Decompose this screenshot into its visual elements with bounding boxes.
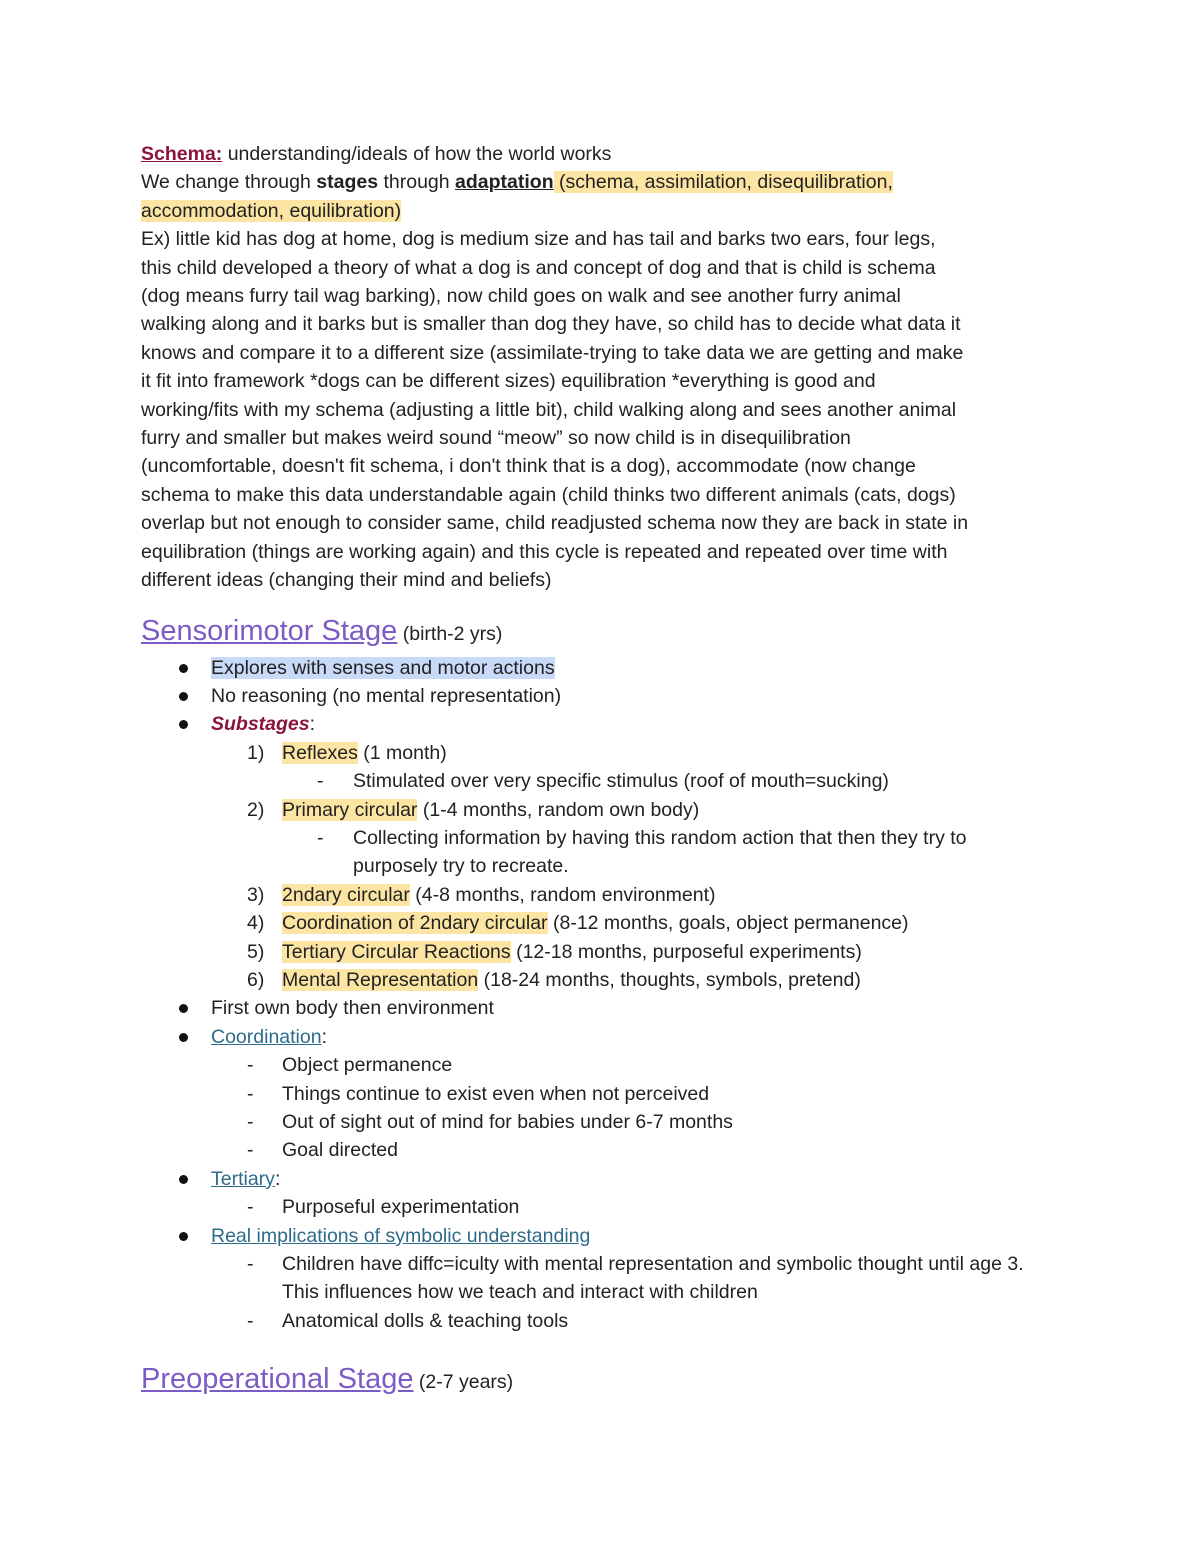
item-text: Out of sight out of mind for babies under 6-7 months xyxy=(282,1111,733,1133)
bullet-icon xyxy=(179,664,188,673)
paragraph-line: equilibration (things are working again) and this cycle is repeated and repeated over time with xyxy=(141,540,948,563)
text-span: We change through xyxy=(141,171,317,194)
bullet-text: No reasoning (no mental representation) xyxy=(211,684,562,707)
substage-note xyxy=(141,767,1071,795)
text-span: through xyxy=(378,171,456,194)
highlighted-text: accommodation, equilibration) xyxy=(141,199,402,222)
substage-item xyxy=(141,909,1071,937)
substage-name: Mental Representation xyxy=(282,968,479,991)
substage-number: 4) xyxy=(247,912,265,935)
note-text: Stimulated over very specific stimulus (roof of mouth=sucking) xyxy=(353,770,889,793)
bullet-text: First own body then environment xyxy=(211,997,494,1020)
paragraph-line: knows and compare it to a different size (assimilate-trying to take data we are getting and make xyxy=(141,341,964,364)
bullet-item xyxy=(141,682,1071,710)
bullet-icon xyxy=(179,1232,188,1241)
paragraph-line: schema to make this data understandable again (child thinks two different animals (cats, dogs) xyxy=(141,483,956,506)
item-text: Things continue to exist even when not perceived xyxy=(282,1082,710,1105)
paragraph-line: Ex) little kid has dog at home, dog is medium size and has tail and barks two ears, four legs, xyxy=(141,228,936,251)
dash-marker: - xyxy=(317,770,324,793)
document-body xyxy=(141,140,1071,1402)
highlighted-text: Explores with senses and motor actions xyxy=(211,656,555,679)
item-text: Children have diffc=iculty with mental representation and symbolic thought until age 3. This influences how we teach and interact with children xyxy=(282,1253,1024,1304)
bullet-icon xyxy=(179,1004,188,1013)
dash-marker: - xyxy=(247,1054,254,1077)
substage-name: Tertiary Circular Reactions xyxy=(282,940,511,963)
substages-label: Substages xyxy=(211,713,310,736)
bullet-item xyxy=(141,1222,1071,1250)
paragraph-line: furry and smaller but makes weird sound “meow” so now child is in disequilibration xyxy=(141,427,851,450)
paragraph-line: (uncomfortable, doesn't fit schema, i don't think that is a dog), accommodate (now change xyxy=(141,455,916,478)
adaptation-line xyxy=(141,168,1071,196)
symbolic-understanding-link[interactable]: Real implications of symbolic understanding xyxy=(211,1224,591,1247)
substage-item xyxy=(141,739,1071,767)
paragraph-line: different ideas (changing their mind and beliefs) xyxy=(141,569,552,592)
bullet-item xyxy=(141,1023,1071,1051)
substage-detail: (8-12 months, goals, object permanence) xyxy=(547,912,909,935)
item-text: Goal directed xyxy=(282,1139,398,1162)
bullet-icon xyxy=(179,1033,188,1042)
heading-range: (birth-2 yrs) xyxy=(397,622,503,645)
bullet-icon xyxy=(179,1175,188,1184)
substage-number: 5) xyxy=(247,940,265,963)
list-item xyxy=(141,1080,1071,1108)
dash-marker: - xyxy=(247,1196,254,1219)
note-text: Collecting information by having this random action that then they try to purposely try to recreate. xyxy=(353,826,967,878)
dash-marker: - xyxy=(247,1111,254,1133)
dash-marker: - xyxy=(317,826,324,849)
substage-item xyxy=(141,938,1071,966)
substage-number: 3) xyxy=(247,883,265,906)
text-span: : xyxy=(274,1167,281,1190)
substage-name: Coordination of 2ndary circular xyxy=(282,912,548,935)
schema-text: understanding/ideals of how the world works xyxy=(222,143,612,165)
paragraph-line: this child developed a theory of what a dog is and concept of dog and that is child is schema xyxy=(141,256,936,279)
list-item xyxy=(141,1051,1071,1079)
heading-title[interactable]: Sensorimotor Stage xyxy=(141,614,398,647)
item-text: Object permanence xyxy=(282,1054,453,1077)
substage-name: Primary circular xyxy=(282,798,418,821)
heading-range: (2-7 years) xyxy=(413,1371,514,1394)
text-span: : xyxy=(309,713,316,736)
dash-marker: - xyxy=(247,1082,254,1105)
dash-marker: - xyxy=(247,1139,254,1162)
schema-definition xyxy=(141,140,1071,168)
bullet-icon xyxy=(179,692,188,701)
list-item xyxy=(141,1193,1071,1221)
substage-item xyxy=(141,966,1071,994)
bullet-item xyxy=(141,994,1071,1022)
paragraph-line: working/fits with my schema (adjusting a little bit), child walking along and sees another animal xyxy=(141,398,957,421)
substage-detail: (12-18 months, purposeful experiments) xyxy=(510,940,862,963)
text-span: : xyxy=(321,1025,327,1048)
sensorimotor-heading xyxy=(141,611,1071,654)
list-item xyxy=(141,1250,1071,1307)
substage-item xyxy=(141,881,1071,909)
heading-title[interactable]: Preoperational Stage xyxy=(141,1363,414,1396)
substage-number: 6) xyxy=(247,968,265,991)
dash-marker: - xyxy=(247,1253,254,1276)
coordination-link[interactable]: Coordination xyxy=(211,1025,322,1048)
bullet-item xyxy=(141,1165,1071,1193)
list-item xyxy=(141,1136,1071,1164)
substage-number: 1) xyxy=(247,741,265,764)
list-item xyxy=(141,1307,1071,1335)
example-paragraph xyxy=(141,225,1071,594)
tertiary-link[interactable]: Tertiary xyxy=(211,1167,275,1190)
substage-note xyxy=(141,824,1071,881)
bullet-item xyxy=(141,710,1071,738)
schema-label: Schema: xyxy=(141,143,223,165)
stages-term: stages xyxy=(316,171,379,194)
item-text: Anatomical dolls & teaching tools xyxy=(282,1309,569,1332)
adaptation-term: adaptation xyxy=(455,171,554,194)
substage-detail: (4-8 months, random environment) xyxy=(409,883,716,906)
highlighted-text: (schema, assimilation, disequilibration, xyxy=(553,171,893,194)
substage-name: 2ndary circular xyxy=(282,883,410,906)
substage-detail: (1 month) xyxy=(357,741,447,764)
paragraph-line: walking along and it barks but is smaller than dog they have, so child has to decide what data it xyxy=(141,313,961,336)
substage-number: 2) xyxy=(247,798,265,821)
dash-marker: - xyxy=(247,1309,254,1332)
substage-item xyxy=(141,796,1071,824)
substage-name: Reflexes xyxy=(282,741,358,764)
paragraph-line: overlap but not enough to consider same, child readjusted schema now they are back in state in xyxy=(141,512,969,535)
adaptation-line-cont xyxy=(141,197,1071,225)
paragraph-line: it fit into framework *dogs can be different sizes) equilibration *everything is good and xyxy=(141,370,876,393)
bullet-icon xyxy=(179,720,188,729)
substage-detail: (18-24 months, thoughts, symbols, pretend) xyxy=(478,968,861,991)
list-item xyxy=(141,1108,1071,1136)
bullet-item xyxy=(141,654,1071,682)
item-text: Purposeful experimentation xyxy=(282,1196,520,1219)
paragraph-line: (dog means furry tail wag barking), now child goes on walk and see another furry animal xyxy=(141,285,901,308)
substage-detail: (1-4 months, random own body) xyxy=(417,798,700,821)
preoperational-heading xyxy=(141,1359,1071,1402)
